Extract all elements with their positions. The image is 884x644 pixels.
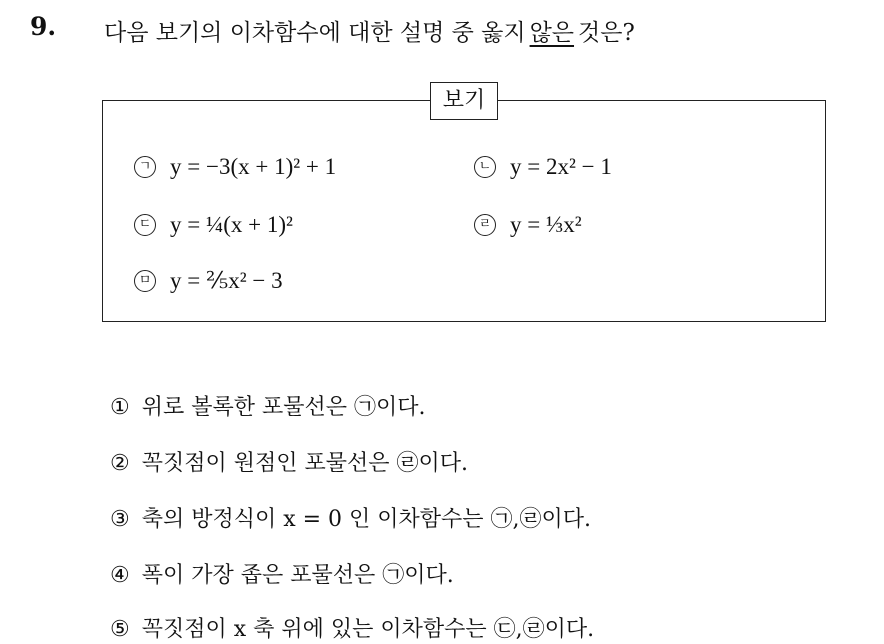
example-marker-2: ㄴ xyxy=(474,156,496,178)
choice-text-3: 축의 방정식이 x = 0 인 이차함수는 ㉠,㉣이다. xyxy=(141,507,592,532)
example-marker-4: ㄹ xyxy=(474,214,496,236)
example-formula-1: y = −3(x + 1)² + 1 xyxy=(170,154,337,179)
question-text-before: 다음 보기의 이차함수에 대한 설명 중 옳지 xyxy=(104,20,526,46)
example-marker-1: ㄱ xyxy=(134,156,156,178)
question-underlined-word: 않은 xyxy=(529,20,575,46)
choice-text-4: 폭이 가장 좁은 포물선은 ㉠이다. xyxy=(141,563,454,588)
example-formula-3: y = ¼(x + 1)² xyxy=(170,212,293,237)
example-marker-5: ㅁ xyxy=(134,270,156,292)
example-item-1 xyxy=(134,154,336,180)
choice-number-4: ④ xyxy=(110,563,130,588)
example-item-2 xyxy=(474,154,612,180)
example-item-5 xyxy=(134,268,283,294)
choice-number-5: ⑤ xyxy=(110,617,130,642)
answer-choice-5[interactable] xyxy=(110,612,594,643)
example-box-title: 보기 xyxy=(430,82,498,120)
answer-choice-2[interactable] xyxy=(110,446,468,477)
choice-number-2: ② xyxy=(110,451,130,476)
answer-choice-3[interactable] xyxy=(110,502,591,533)
example-marker-3: ㄷ xyxy=(134,214,156,236)
choice-number-3: ③ xyxy=(110,507,130,532)
example-item-3 xyxy=(134,212,293,238)
example-formula-2: y = 2x² − 1 xyxy=(510,154,612,179)
choice-text-5: 꼭짓점이 x 축 위에 있는 이차함수는 ㉢,㉣이다. xyxy=(141,617,595,642)
choice-number-1: ① xyxy=(110,395,130,420)
choice-text-1: 위로 볼록한 포물선은 ㉠이다. xyxy=(141,395,426,420)
example-formula-5: y = ⅖x² − 3 xyxy=(170,268,283,293)
question-number: 9. xyxy=(30,12,57,41)
choice-text-2: 꼭짓점이 원점인 포물선은 ㉣이다. xyxy=(141,451,468,476)
question-text-after: 것은? xyxy=(578,20,635,46)
question-text xyxy=(104,14,635,47)
answer-choice-4[interactable] xyxy=(110,558,454,589)
example-item-4 xyxy=(474,212,582,238)
answer-choice-1[interactable] xyxy=(110,390,425,421)
example-formula-4: y = ⅓x² xyxy=(510,212,582,237)
